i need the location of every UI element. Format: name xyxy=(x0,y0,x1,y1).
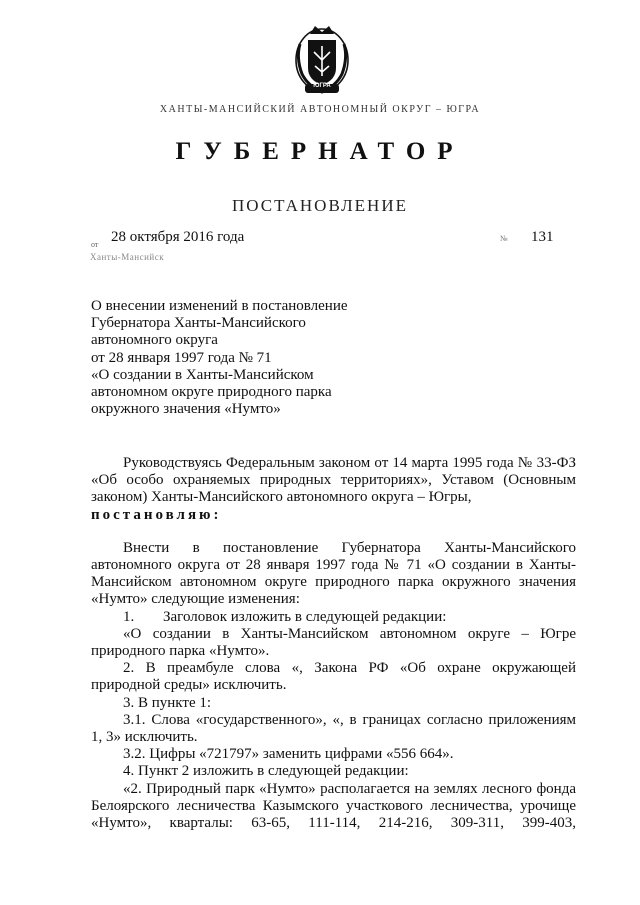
item-1 xyxy=(91,609,576,626)
item-1-text: Заголовок изложить в следующей редакции: xyxy=(163,608,447,625)
item-3-2: 3.2. Цифры «721797» заменить цифрами «556 664». xyxy=(123,746,454,763)
subject-line: автономного округа xyxy=(91,332,218,349)
subject-line: от 28 января 1997 года № 71 xyxy=(91,349,272,366)
item-3-1: 3.1. Слова «государственного», «, в границах согласно приложениям 1, 3» исключить. xyxy=(91,711,576,746)
number-prefix: № xyxy=(500,234,508,243)
subject-line: Губернатора Ханты-Мансийского xyxy=(91,315,306,332)
subject-line: О внесении изменений в постановление xyxy=(91,298,348,314)
date-prefix: от xyxy=(91,240,99,249)
item-4: 4. Пункт 2 изложить в следующей редакции: xyxy=(123,763,409,780)
preamble-paragraph: Руководствуясь Федеральным законом от 14 марта 1995 года № 33-ФЗ «Об особо охраняемых природных территориях», Уставом (Основным законом) Ханты-Мансийского автономного округа – Югры, xyxy=(91,455,576,506)
document-type: ПОСТАНОВЛЕНИЕ xyxy=(231,196,408,215)
document-subject xyxy=(91,298,421,418)
intro-paragraph: Внести в постановление Губернатора Ханты-Мансийского автономного округа от 28 января 1997 года № 71 «О создании в Ханты-Мансийском автономном округе природного парка окружного значения «Нумто» следующие изменения: xyxy=(91,539,576,608)
governor-title: ГУБЕРНАТОР xyxy=(175,138,465,165)
coat-of-arms-emblem xyxy=(288,22,356,100)
subject-line: «О создании в Ханты-Мансийском xyxy=(91,366,314,383)
item-2: 2. В преамбуле слова «, Закона РФ «Об охране окружающей природной среды» исключить. xyxy=(91,660,576,694)
item-1-number: 1. xyxy=(123,608,135,625)
document-place: Ханты-Мансийск xyxy=(90,252,165,262)
region-name: ХАНТЫ-МАНСИЙСКИЙ АВТОНОМНЫЙ ОКРУГ – ЮГРА xyxy=(159,104,481,115)
decree-word: постановляю: xyxy=(91,506,222,523)
emblem-ribbon-text: ЮГРА xyxy=(313,83,331,89)
decree-word-paragraph xyxy=(91,507,576,524)
item-4-quote: «2. Природный парк «Нумто» располагается на землях лесного фонда Белоярского лесничества Казымского участкового лесничества, урочище «Нумто», кварталы: 63-65, 111-114, 214-216, 309-311, 399-403, xyxy=(91,780,576,832)
document-date: 28 октября 2016 года xyxy=(111,229,245,245)
item-1-quote: «О создании в Ханты-Мансийском автономном округе – Югре природного парка «Нумто». xyxy=(91,625,576,660)
subject-line: автономном округе природного парка xyxy=(91,384,332,401)
subject-line: окружного значения «Нумто» xyxy=(91,401,281,418)
document-body xyxy=(91,455,576,832)
item-3: 3. В пункте 1: xyxy=(123,694,212,711)
document-number: 131 xyxy=(531,229,554,245)
